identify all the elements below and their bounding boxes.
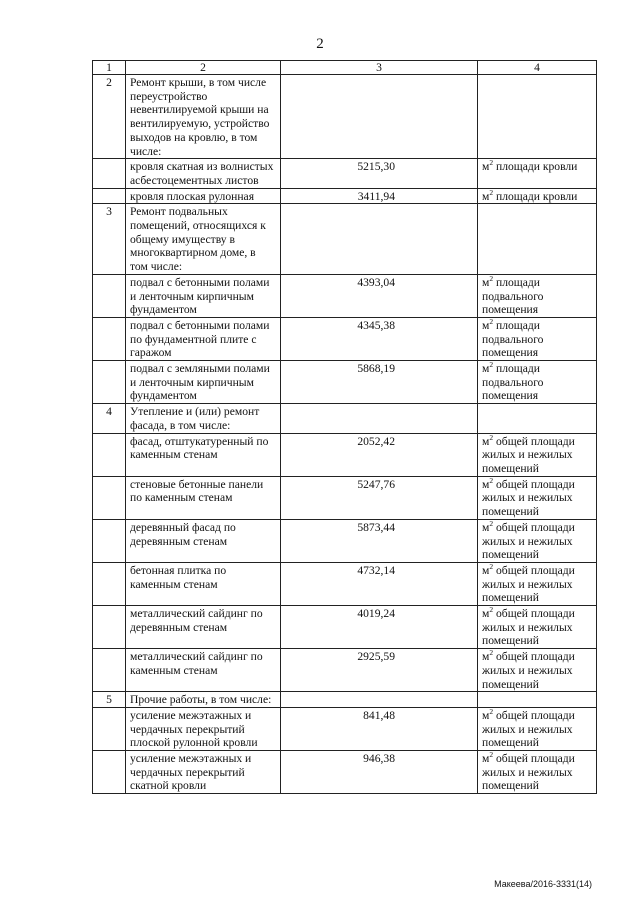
row-number-cell xyxy=(93,649,126,692)
unit-cell xyxy=(478,707,597,750)
unit-text: площади кровли xyxy=(493,189,578,203)
unit-base: м xyxy=(482,752,490,766)
table-row xyxy=(93,649,597,692)
value-cell xyxy=(281,692,478,708)
row-number-cell: 3 xyxy=(93,204,126,275)
work-name-cell: металлический сайдинг по каменным стенам xyxy=(126,649,281,692)
table-row xyxy=(93,404,597,433)
value-cell: 5873,44 xyxy=(281,519,478,562)
unit-cell xyxy=(478,317,597,360)
table-row xyxy=(93,433,597,476)
header-cell-3: 3 xyxy=(281,61,478,75)
row-number-cell: 4 xyxy=(93,404,126,433)
table-row xyxy=(93,562,597,605)
unit-base: м xyxy=(482,520,490,534)
unit-superscript: 2 xyxy=(489,518,494,528)
unit-superscript: 2 xyxy=(489,475,494,485)
unit-superscript: 2 xyxy=(489,648,494,658)
value-cell xyxy=(281,404,478,433)
unit-superscript: 2 xyxy=(489,750,494,760)
unit-cell xyxy=(478,274,597,317)
unit-base: м xyxy=(482,650,490,664)
unit-cell xyxy=(478,562,597,605)
page-number: 2 xyxy=(316,36,324,52)
row-number-cell xyxy=(93,606,126,649)
unit-cell xyxy=(478,404,597,433)
unit-cell xyxy=(478,519,597,562)
unit-superscript: 2 xyxy=(489,706,494,716)
unit-base: м xyxy=(482,708,490,722)
unit-cell xyxy=(478,649,597,692)
unit-cell xyxy=(478,606,597,649)
value-cell: 5215,30 xyxy=(281,159,478,188)
unit-superscript: 2 xyxy=(489,605,494,615)
header-cell-2: 2 xyxy=(126,61,281,75)
document-footer: Макеева/2016-3331(14) xyxy=(494,879,592,889)
row-number-cell xyxy=(93,707,126,750)
table-row xyxy=(93,606,597,649)
row-number-cell xyxy=(93,433,126,476)
work-name-cell: подвал с бетонными полами и ленточным кирпичным фундаментом xyxy=(126,274,281,317)
row-number-cell xyxy=(93,317,126,360)
unit-text: площади подвального помещения xyxy=(482,362,544,403)
unit-base: м xyxy=(482,318,490,332)
row-number-cell xyxy=(93,751,126,794)
unit-base: м xyxy=(482,477,490,491)
unit-cell xyxy=(478,188,597,204)
row-number-cell xyxy=(93,519,126,562)
value-cell xyxy=(281,204,478,275)
unit-text: общей площади жилых и нежилых помещений xyxy=(482,477,575,519)
table-row xyxy=(93,751,597,794)
table-row xyxy=(93,519,597,562)
work-name-cell: Ремонт крыши, в том числе переустройство невентилируемой крыши на вентилируемую, устройство выходов на кровлю, в том числе: xyxy=(126,75,281,159)
unit-cell xyxy=(478,75,597,159)
unit-text: общей площади жилых и нежилых помещений xyxy=(482,520,575,562)
work-name-cell: бетонная плитка по каменным стенам xyxy=(126,562,281,605)
value-cell: 3411,94 xyxy=(281,188,478,204)
table-row xyxy=(93,707,597,750)
row-number-cell xyxy=(93,159,126,188)
value-cell: 4732,14 xyxy=(281,562,478,605)
value-cell: 946,38 xyxy=(281,751,478,794)
unit-base: м xyxy=(482,362,490,376)
unit-text: общей площади жилых и нежилых помещений xyxy=(482,563,575,605)
row-number-cell: 2 xyxy=(93,75,126,159)
row-number-cell xyxy=(93,562,126,605)
work-name-cell: кровля скатная из волнистых асбестоцементных листов xyxy=(126,159,281,188)
unit-cell xyxy=(478,204,597,275)
work-name-cell: Ремонт подвальных помещений, относящихся к общему имуществу в многоквартирном доме, в том числе: xyxy=(126,204,281,275)
table-row xyxy=(93,188,597,204)
unit-superscript: 2 xyxy=(489,273,494,283)
rates-table xyxy=(92,60,597,794)
value-cell xyxy=(281,75,478,159)
work-name-cell: кровля плоская рулонная xyxy=(126,188,281,204)
work-name-cell: Прочие работы, в том числе: xyxy=(126,692,281,708)
table-header-row xyxy=(93,61,597,75)
table-row xyxy=(93,476,597,519)
value-cell: 4345,38 xyxy=(281,317,478,360)
unit-text: площади подвального помещения xyxy=(482,275,544,317)
value-cell: 4019,24 xyxy=(281,606,478,649)
unit-superscript: 2 xyxy=(489,187,494,197)
unit-cell xyxy=(478,692,597,708)
table-row xyxy=(93,274,597,317)
unit-cell xyxy=(478,751,597,794)
value-cell: 841,48 xyxy=(281,707,478,750)
work-name-cell: усиление межэтажных и чердачных перекрытий плоской рулонной кровли xyxy=(126,707,281,750)
unit-base: м xyxy=(482,275,490,289)
unit-base: м xyxy=(482,607,490,621)
row-number-cell xyxy=(93,361,126,404)
unit-base: м xyxy=(482,434,490,448)
unit-text: общей площади жилых и нежилых помещений xyxy=(482,434,575,475)
value-cell: 5868,19 xyxy=(281,361,478,404)
unit-text: общей площади жилых и нежилых помещений xyxy=(482,708,575,750)
row-number-cell xyxy=(93,274,126,317)
unit-cell xyxy=(478,433,597,476)
table-row xyxy=(93,317,597,360)
unit-text: общей площади жилых и нежилых помещений xyxy=(482,607,575,648)
work-name-cell: металлический сайдинг по деревянным стенам xyxy=(126,606,281,649)
unit-text: площади кровли xyxy=(493,160,578,174)
row-number-cell: 5 xyxy=(93,692,126,708)
value-cell: 2925,59 xyxy=(281,649,478,692)
unit-text: общей площади жилых и нежилых помещений xyxy=(482,752,575,793)
unit-base: м xyxy=(482,563,490,577)
table-row xyxy=(93,159,597,188)
table-row xyxy=(93,692,597,708)
unit-base: м xyxy=(482,160,490,174)
value-cell: 4393,04 xyxy=(281,274,478,317)
unit-text: общей площади жилых и нежилых помещений xyxy=(482,650,575,691)
header-cell-4: 4 xyxy=(478,61,597,75)
table-row xyxy=(93,75,597,159)
header-cell-1: 1 xyxy=(93,61,126,75)
row-number-cell xyxy=(93,188,126,204)
work-name-cell: фасад, отштукатуренный по каменным стенам xyxy=(126,433,281,476)
unit-cell xyxy=(478,476,597,519)
work-name-cell: усиление межэтажных и чердачных перекрытий скатной кровли xyxy=(126,751,281,794)
unit-superscript: 2 xyxy=(489,158,494,168)
unit-superscript: 2 xyxy=(489,432,494,442)
unit-superscript: 2 xyxy=(489,561,494,571)
unit-superscript: 2 xyxy=(489,360,494,370)
unit-text: площади подвального помещения xyxy=(482,318,544,360)
table-row xyxy=(93,361,597,404)
unit-cell xyxy=(478,159,597,188)
work-name-cell: подвал с земляными полами и ленточным кирпичным фундаментом xyxy=(126,361,281,404)
work-name-cell: Утепление и (или) ремонт фасада, в том числе: xyxy=(126,404,281,433)
unit-base: м xyxy=(482,189,490,203)
unit-cell xyxy=(478,361,597,404)
unit-superscript: 2 xyxy=(489,316,494,326)
work-name-cell: стеновые бетонные панели по каменным стенам xyxy=(126,476,281,519)
row-number-cell xyxy=(93,476,126,519)
table-row xyxy=(93,204,597,275)
value-cell: 2052,42 xyxy=(281,433,478,476)
work-name-cell: подвал с бетонными полами по фундаментной плите с гаражом xyxy=(126,317,281,360)
value-cell: 5247,76 xyxy=(281,476,478,519)
work-name-cell: деревянный фасад по деревянным стенам xyxy=(126,519,281,562)
